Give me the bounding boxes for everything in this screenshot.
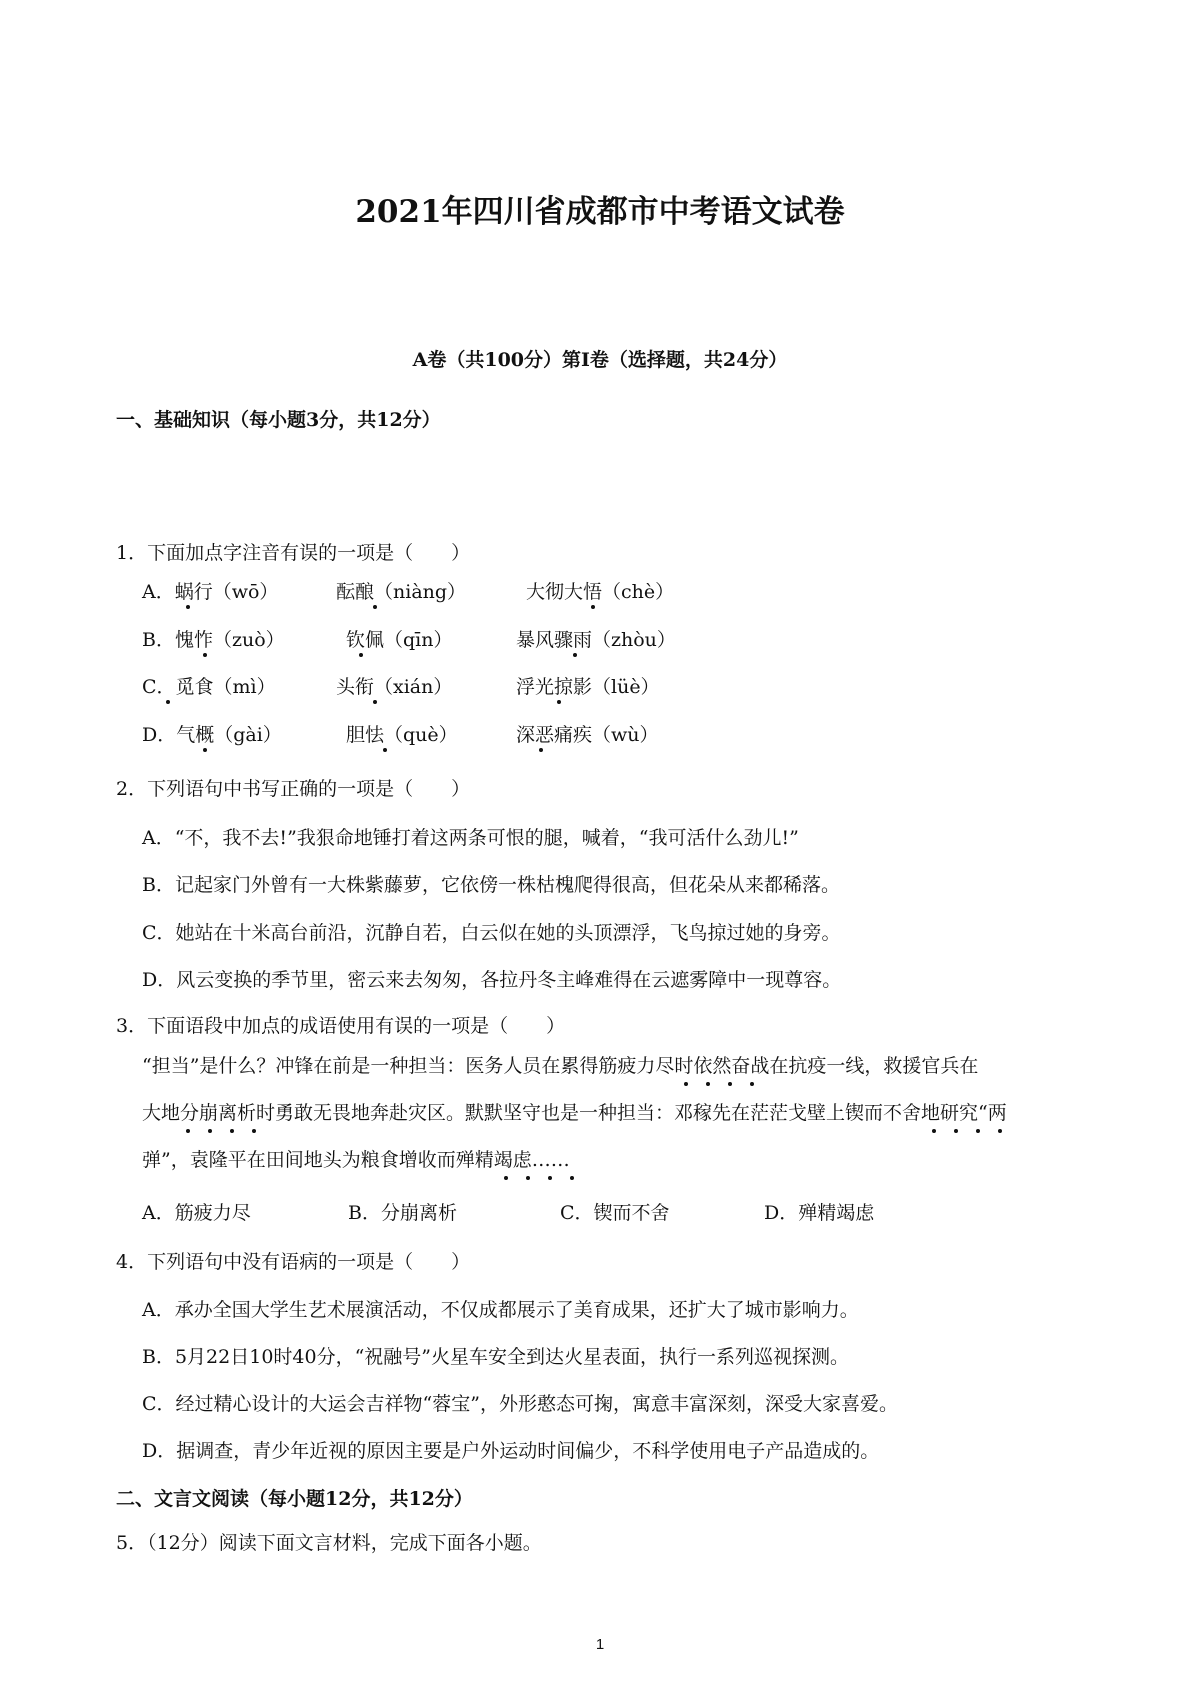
q4-option-b: B．5月22日10时40分，“祝融号”火星车安全到达火星表面，执行一系列巡视探测。: [142, 1346, 850, 1368]
q1-option-b-1: B．愧怍（zuò）: [142, 629, 285, 651]
question-3-stem: 3．下面语段中加点的成语使用有误的一项是（ ）: [116, 1015, 566, 1037]
q1-option-b-3: 暴风骤雨（zhòu）: [516, 629, 676, 651]
emphasis-dot: [591, 605, 595, 609]
q4-option-c: C．经过精心设计的大运会吉祥物“蓉宝”，外形憨态可掬，寓意丰富深刻，深受大家喜爱。: [142, 1393, 898, 1415]
emphasis-dot: [557, 700, 561, 704]
exam-title: 2021年四川省成都市中考语文试卷: [355, 194, 845, 230]
question-2-stem: 2．下列语句中书写正确的一项是（ ）: [116, 778, 471, 800]
q1-option-c-3: 浮光掠影（lüè）: [516, 676, 660, 698]
q1-option-a-1: A．蜗行（wō）: [142, 581, 279, 603]
q1-option-a-2: 酝酿（niàng）: [336, 581, 467, 603]
page-number: 1: [595, 1636, 605, 1653]
q1-option-a-3: 大彻大悟（chè）: [526, 581, 675, 603]
q3-passage-line-2: 大地分崩离析时勇敢无畏地奔赴灾区。默默坚守也是一种担当：邓稼先在茫茫戈壁上锲而不舍地研究“两: [142, 1102, 1007, 1124]
emphasis-dot: [186, 1129, 190, 1133]
emphasis-dot: [373, 605, 377, 609]
question-5-stem: 5．（12分）阅读下面文言材料，完成下面各小题。: [116, 1532, 542, 1554]
q1-option-c-2: 头衔（xián）: [336, 676, 453, 698]
emphasis-dot: [504, 1176, 508, 1180]
q3-option-d: D．殚精竭虑: [764, 1202, 875, 1224]
q2-option-b: B．记起家门外曾有一大株紫藤萝，它依傍一株枯槐爬得很高，但花朵从来都稀落。: [142, 874, 840, 896]
q3-passage-line-3: 弹”，袁隆平在田间地头为粮食增收而殚精竭虑……: [142, 1149, 570, 1171]
emphasis-dot: [373, 700, 377, 704]
emphasis-dot: [203, 748, 207, 752]
emphasis-dot: [548, 1176, 552, 1180]
emphasis-dot: [932, 1129, 936, 1133]
emphasis-dot: [728, 1082, 732, 1086]
q1-option-d-3: 深恶痛疾（wù）: [516, 724, 659, 746]
emphasis-dot: [208, 1129, 212, 1133]
emphasis-dot: [750, 1082, 754, 1086]
q3-option-c: C．锲而不舍: [560, 1202, 670, 1224]
question-4-stem: 4．下列语句中没有语病的一项是（ ）: [116, 1251, 471, 1273]
q2-option-d: D．风云变换的季节里，密云来去匆匆，各拉丹冬主峰难得在云遮雾障中一现尊容。: [142, 969, 842, 991]
emphasis-dot: [706, 1082, 710, 1086]
q4-option-d: D．据调查，青少年近视的原因主要是户外运动时间偏少，不科学使用电子产品造成的。: [142, 1440, 880, 1462]
exam-subtitle: A卷（共100分）第Ⅰ卷（选择题，共24分）: [412, 349, 788, 371]
q2-option-c: C．她站在十米高台前沿，沉静自若，白云似在她的头顶漂浮，飞鸟掠过她的身旁。: [142, 922, 841, 944]
q3-option-a: A．筋疲力尽: [142, 1202, 251, 1224]
q1-option-d-1: D．气概（gài）: [142, 724, 282, 746]
emphasis-dot: [526, 1176, 530, 1180]
emphasis-dot: [573, 653, 577, 657]
emphasis-dot: [684, 1082, 688, 1086]
q1-option-b-2: 钦佩（qīn）: [346, 629, 453, 651]
question-1-stem: 1．下面加点字注音有误的一项是（ ）: [116, 542, 471, 564]
emphasis-dot: [203, 653, 207, 657]
emphasis-dot: [570, 1176, 574, 1180]
emphasis-dot: [166, 700, 170, 704]
emphasis-dot: [998, 1129, 1002, 1133]
q2-option-a: A．“不，我不去!”我狠命地锤打着这两条可恨的腿，喊着，“我可活什么劲儿!”: [142, 827, 799, 849]
section-heading-basic-knowledge: 一、基础知识（每小题3分，共12分）: [116, 409, 441, 431]
emphasis-dot: [230, 1129, 234, 1133]
emphasis-dot: [359, 653, 363, 657]
emphasis-dot: [383, 748, 387, 752]
emphasis-dot: [252, 1129, 256, 1133]
emphasis-dot: [954, 1129, 958, 1133]
emphasis-dot: [976, 1129, 980, 1133]
q1-option-c-1: C．觅食（mì）: [142, 676, 276, 698]
emphasis-dot: [186, 605, 190, 609]
q1-option-d-2: 胆怯（què）: [346, 724, 458, 746]
section-heading-classical-chinese: 二、文言文阅读（每小题12分，共12分）: [116, 1488, 473, 1510]
emphasis-dot: [539, 748, 543, 752]
q3-option-b: B．分崩离析: [348, 1202, 457, 1224]
q4-option-a: A．承办全国大学生艺术展演活动，不仅成都展示了美育成果，还扩大了城市影响力。: [142, 1299, 859, 1321]
q3-passage-line-1: “担当”是什么？冲锋在前是一种担当：医务人员在累得筋疲力尽时依然奋战在抗疫一线，救援官兵在: [142, 1055, 979, 1077]
